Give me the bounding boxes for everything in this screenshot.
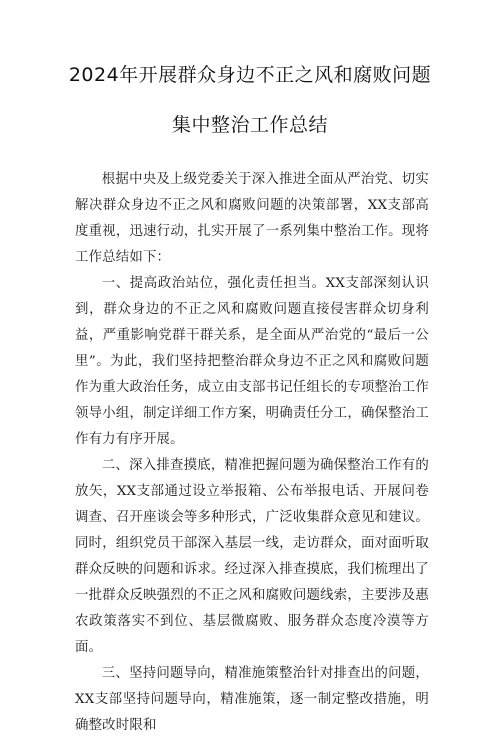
section-1-paragraph: 一、提高政治站位，强化责任担当。XX支部深刻认识到，群众身边的不正之风和腐败问题直接侵害群众切身利益，严重影响党群干群关系，是全面从严治党的“最后一公里”。为此，我们坚持把整治群众身边不正之风和腐败问题作为重大政治任务，成立由支部书记任组长的专项整治工作领导小组，制定详细工作方案，明确责任分工，确保整治工作有力有序开展。 [75,276,429,447]
section-3-paragraph: 三、坚持问题导向，精准施策整治针对排查出的问题，XX支部坚持问题导向，精准施策，逐一制定整改措施，明确整改时限和 [75,666,429,733]
document-title-line-1: 2024年开展群众身边不正之风和腐败问题 [68,64,432,86]
document-title-line-2: 集中整治工作总结 [171,114,328,136]
intro-paragraph: 根据中央及上级党委关于深入推进全面从严治党、切实解决群众身边不正之风和腐败问题的决策部署，XX支部高度重视，迅速行动，扎实开展了一系列集中整治工作。现将工作总结如下： [75,172,429,265]
document-body [75,167,429,739]
section-2-paragraph: 二、深入排查摸底，精准把握问题为确保整治工作有的放矢，XX支部通过设立举报箱、公布举报电话、开展问卷调查、召开座谈会等多种形式，广泛收集群众意见和建议。同时，组织党员干部深入基层一线，走访群众，面对面听取群众反映的问题和诉求。经过深入排查摸底，我们梳理出了一批群众反映强烈的不正之风和腐败问题线索，主要涉及惠农政策落实不到位、基层微腐败、服务群众态度冷漠等方面。 [75,458,429,655]
